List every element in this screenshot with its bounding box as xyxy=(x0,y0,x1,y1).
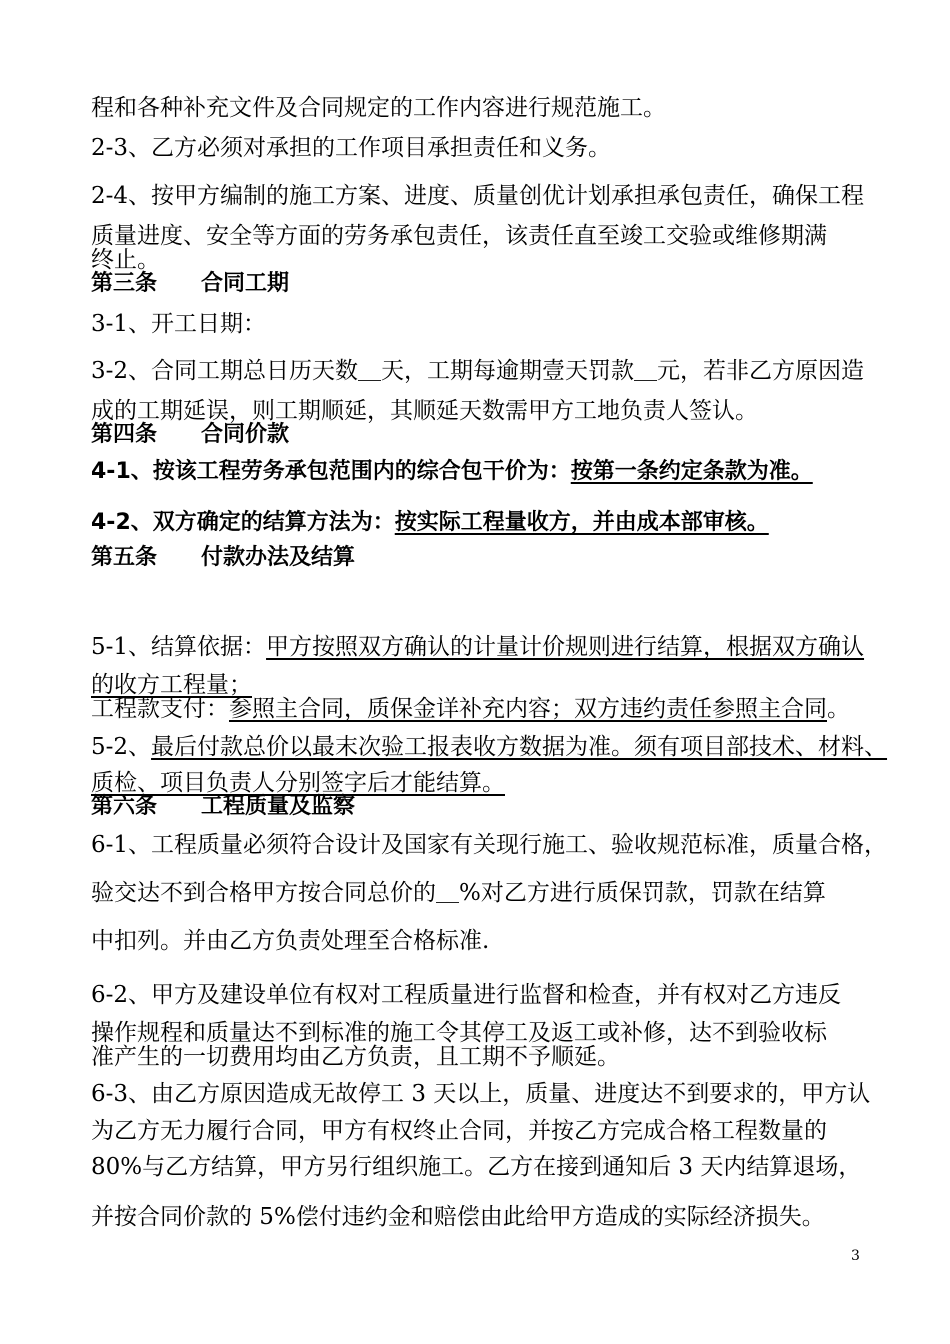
clause-2-4: 2-4、按甲方编制的施工方案、进度、质量创优计划承担承包责任，确保工程 xyxy=(91,183,865,209)
clause-label: 4-1、按该工程劳务承包范围内的综合包干价为： xyxy=(91,459,571,484)
paragraph-line: 成的工期延误，则工期顺延，其顺延天数需甲方工地负责人签认。 xyxy=(91,398,758,424)
paragraph-line: 为乙方无力履行合同，甲方有权终止合同，并按乙方完成合格工程数量的 xyxy=(91,1118,827,1144)
clause-4-2 xyxy=(91,509,769,537)
section-heading-6: 第六条 工程质量及监察 xyxy=(91,794,356,819)
clause-6-1: 6-1、工程质量必须符合设计及国家有关现行施工、验收规范标准，质量合格， xyxy=(91,832,888,858)
paragraph-line: 准产生的一切费用均由乙方负责，且工期不予顺延。 xyxy=(91,1044,620,1070)
paragraph-line: 80%与乙方结算，甲方另行组织施工。乙方在接到通知后 3 天内结算退场， xyxy=(91,1154,862,1180)
underlined-line: 的收方工程量； xyxy=(91,672,252,698)
clause-4-1 xyxy=(91,458,813,486)
underlined-value: 按第一条约定条款为准。 xyxy=(570,459,813,484)
paragraph-line: 并按合同价款的 5%偿付违约金和赔偿由此给甲方造成的实际经济损失。 xyxy=(91,1204,825,1230)
underlined-value: 最后付款总价以最末次验工报表收方数据为准。须有项目部技术、材料、 xyxy=(151,734,888,760)
page-number: 3 xyxy=(851,1248,860,1264)
payment-line xyxy=(91,695,850,723)
clause-3-2: 3-2、合同工期总日历天数＿天，工期每逾期壹天罚款＿元，若非乙方原因造 xyxy=(91,358,865,384)
clause-5-1 xyxy=(91,633,864,661)
paragraph-line: 操作规程和质量达不到标准的施工令其停工及返工或补修，达不到验收标 xyxy=(91,1020,827,1046)
paragraph-line: 中扣列。并由乙方负责处理至合格标准. xyxy=(91,928,490,954)
punctuation: 。 xyxy=(827,696,850,722)
clause-label: 4-2、双方确定的结算方法为： xyxy=(91,510,395,535)
clause-6-3: 6-3、由乙方原因造成无故停工 3 天以上，质量、进度达不到要求的，甲方认 xyxy=(91,1081,871,1107)
clause-3-1: 3-1、开工日期： xyxy=(91,311,267,337)
clause-label: 工程款支付： xyxy=(91,696,229,722)
clause-6-2: 6-2、甲方及建设单位有权对工程质量进行监督和检查，并有权对乙方违反 xyxy=(91,982,842,1008)
paragraph-line: 验交达不到合格甲方按合同总价的＿%对乙方进行质保罚款，罚款在结算 xyxy=(91,880,826,906)
section-heading-5: 第五条 付款办法及结算 xyxy=(91,545,356,570)
underlined-line: 质检、项目负责人分别签字后才能结算。 xyxy=(91,770,505,796)
clause-2-3: 2-3、乙方必须对承担的工作项目承担责任和义务。 xyxy=(91,135,612,161)
section-heading-4: 第四条 合同价款 xyxy=(91,422,290,447)
section-heading-3: 第三条 合同工期 xyxy=(91,271,290,296)
underlined-value: 按实际工程量收方，并由成本部审核。 xyxy=(394,510,769,535)
paragraph-line: 程和各种补充文件及合同规定的工作内容进行规范施工。 xyxy=(91,95,666,121)
paragraph-line: 终止。 xyxy=(91,247,160,273)
clause-label: 5-2、 xyxy=(91,734,152,760)
paragraph-line: 质量进度、安全等方面的劳务承包责任，该责任直至竣工交验或维修期满 xyxy=(91,223,827,249)
clause-label: 5-1、结算依据： xyxy=(91,634,267,660)
underlined-value: 参照主合同，质保金详补充内容；双方违约责任参照主合同 xyxy=(229,696,827,722)
clause-5-2 xyxy=(91,733,887,761)
underlined-value: 甲方按照双方确认的计量计价规则进行结算，根据双方确认 xyxy=(266,634,865,660)
